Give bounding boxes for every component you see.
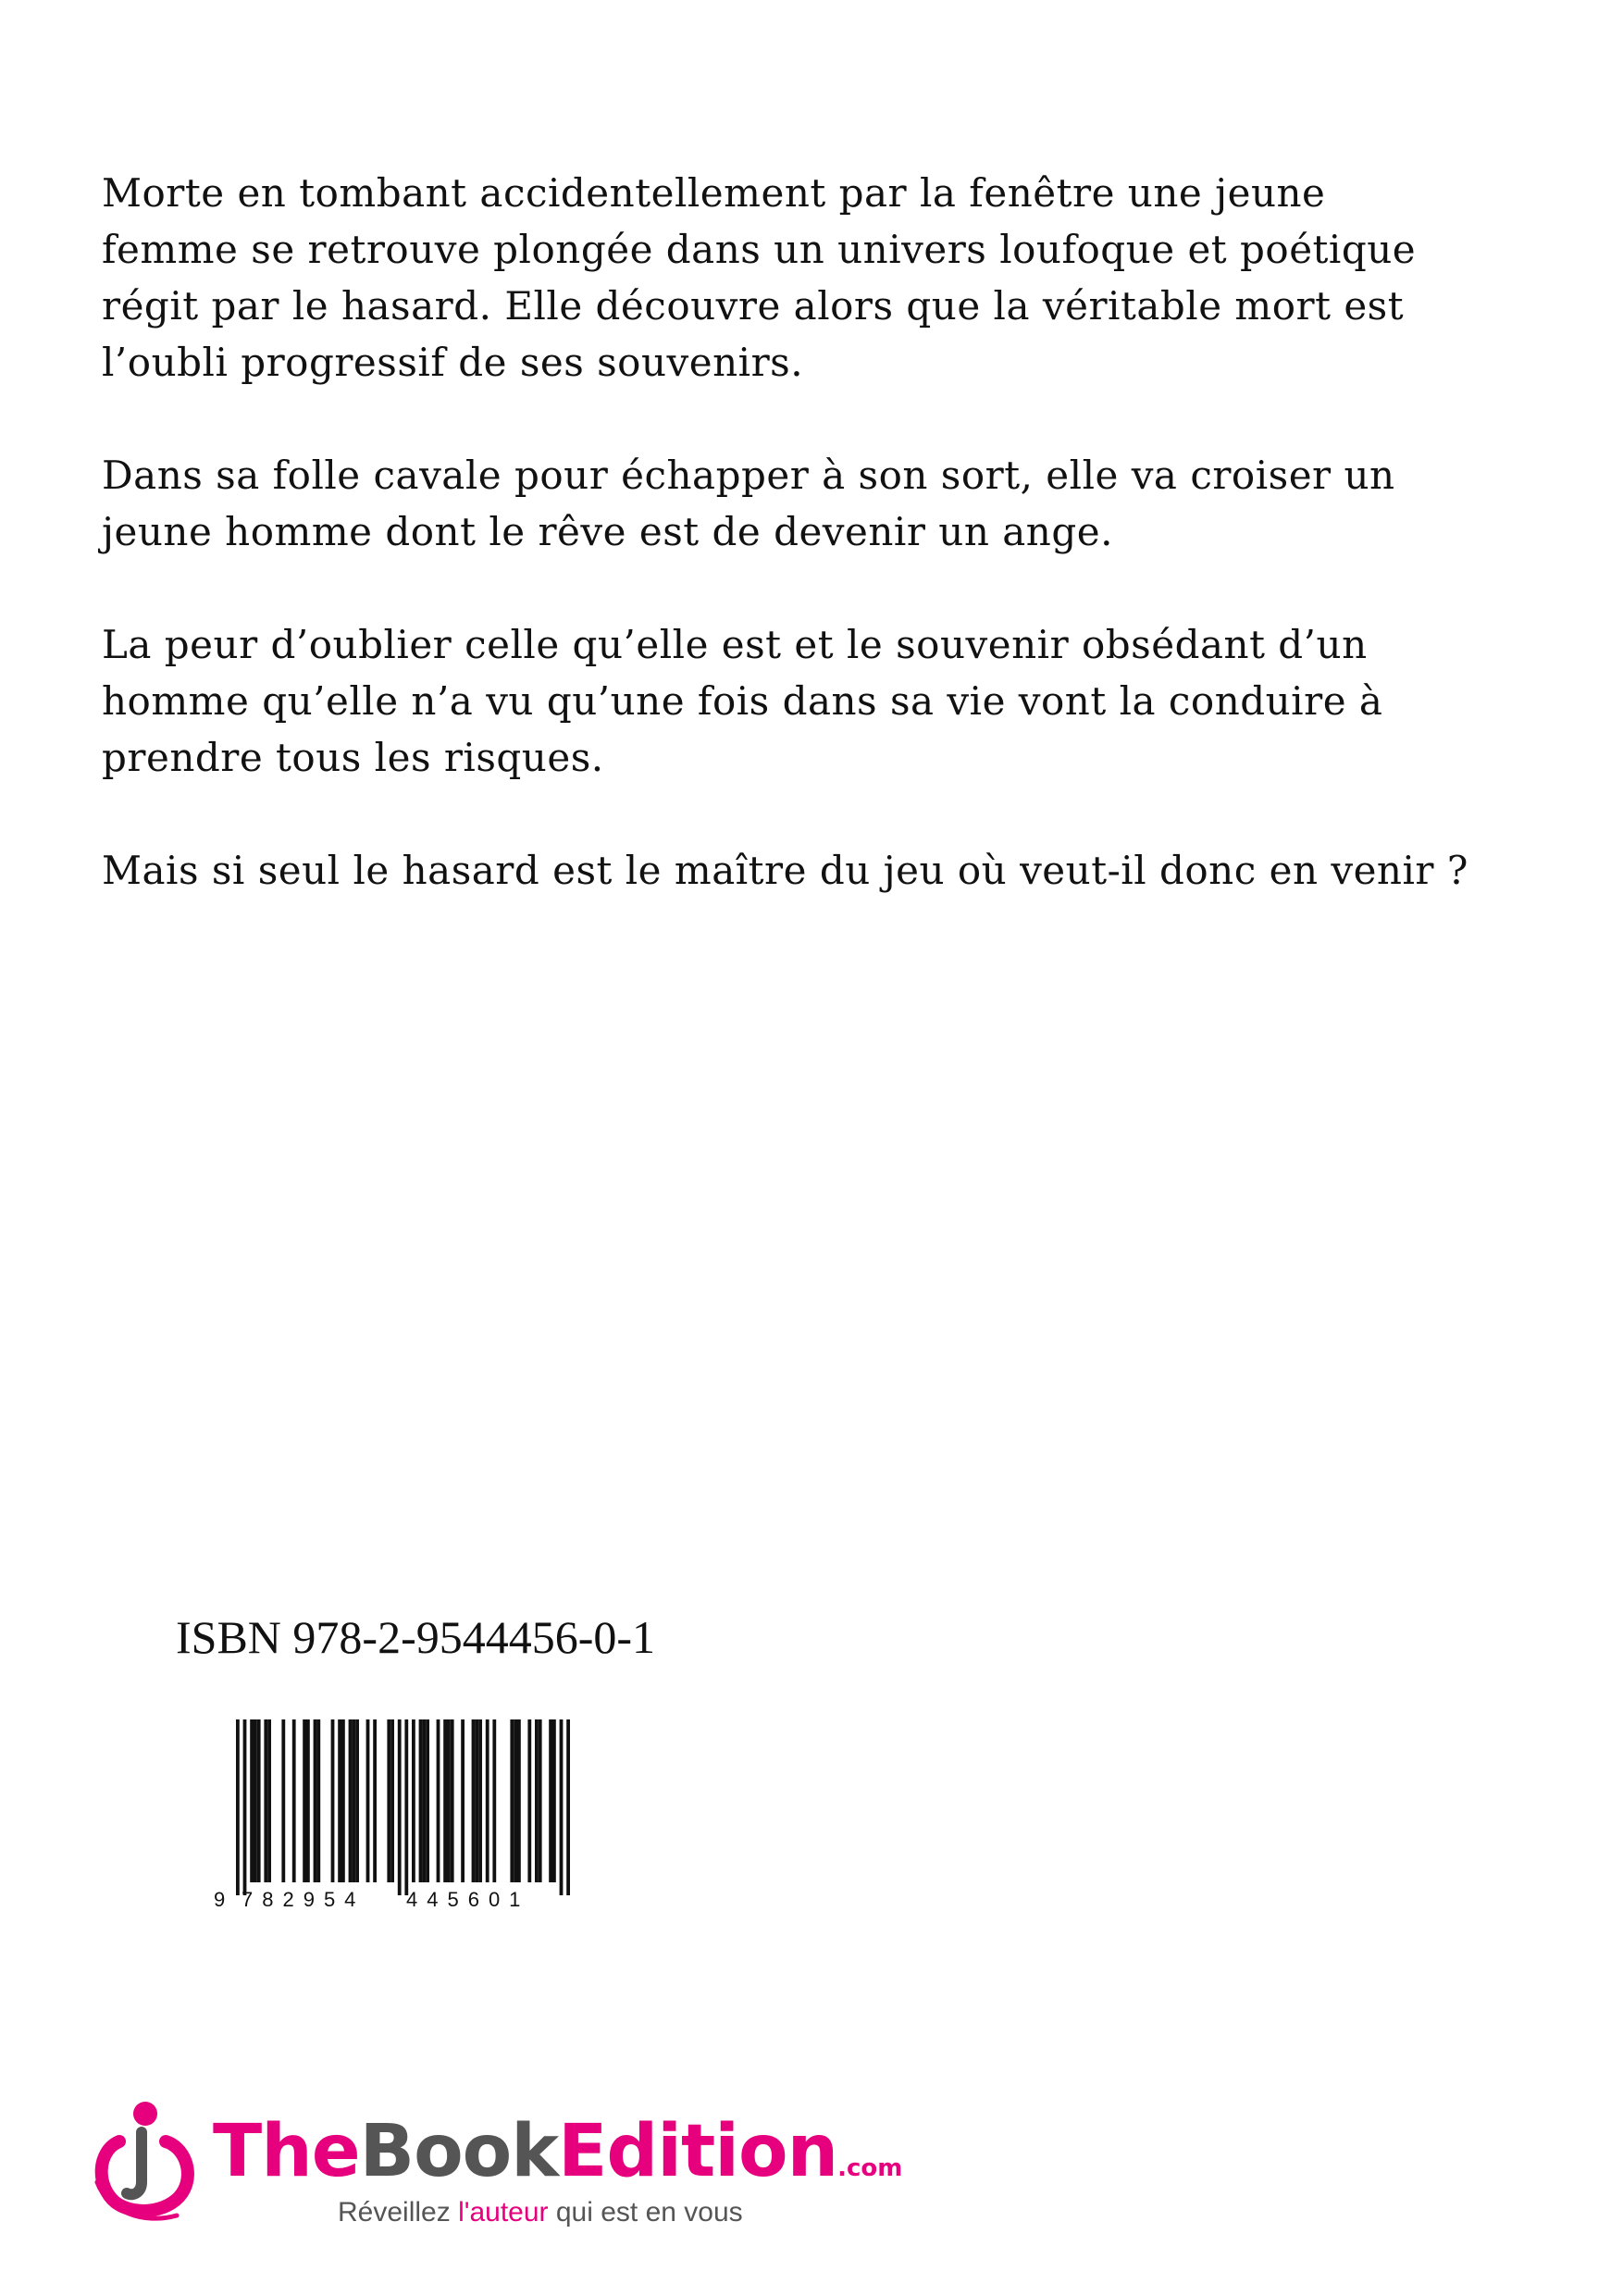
barcode-bar bbox=[349, 1719, 353, 1882]
barcode-bar bbox=[443, 1719, 447, 1882]
barcode-digit-first: 9 bbox=[214, 1888, 226, 1911]
barcode-bar bbox=[419, 1719, 423, 1882]
thebookedition-logo bbox=[88, 2093, 903, 2251]
blurb-paragraph-1: Morte en tombant accidentellement par la fenêtre une jeune femme se retrouve plongée dans un univers loufoque et poétique régit par le hasard. Elle découvre alors que la véritable mort est l’oubli progressif de ses souvenirs. bbox=[102, 170, 1417, 385]
blurb-paragraph-3: La peur d’oublier celle qu’elle est et le souvenir obsédant d’un homme qu’elle n’a vu qu’une fois dans sa vie vont la conduire à prendre tous les risques. bbox=[102, 622, 1383, 780]
isbn-barcode bbox=[208, 1719, 597, 1914]
barcode-bar bbox=[267, 1719, 271, 1882]
person-swirl-logo-icon bbox=[88, 2093, 217, 2232]
barcode-bar bbox=[404, 1719, 408, 1895]
barcode-bar bbox=[306, 1719, 310, 1882]
barcode-bar bbox=[338, 1719, 341, 1882]
barcode-bar bbox=[303, 1719, 306, 1882]
barcode-bar bbox=[461, 1719, 465, 1882]
barcode-bar bbox=[355, 1719, 359, 1882]
blurb-paragraph-2: Dans sa folle cavale pour échapper à son sort, elle va croiser un jeune homme dont le rêve est de devenir un ange. bbox=[102, 453, 1395, 554]
logo-tagline bbox=[338, 2197, 743, 2228]
barcode-bar bbox=[264, 1719, 267, 1882]
barcode-bar bbox=[426, 1719, 429, 1882]
barcode-bar bbox=[437, 1719, 440, 1882]
barcode-bar bbox=[257, 1719, 261, 1882]
barcode-bar bbox=[478, 1719, 482, 1882]
tagline-accent: l'auteur bbox=[458, 2197, 549, 2228]
blurb-paragraph-4: Mais si seul le hasard est le maître du jeu où veut-il donc en venir ? bbox=[102, 848, 1468, 893]
barcode-bar bbox=[390, 1719, 394, 1882]
barcode-bar bbox=[387, 1719, 390, 1882]
barcode-bar bbox=[560, 1719, 564, 1895]
barcode-bar bbox=[566, 1719, 570, 1895]
back-cover-blurb bbox=[102, 165, 1471, 955]
logo-edition: Edition bbox=[558, 2110, 838, 2193]
barcode-bar bbox=[527, 1719, 531, 1882]
barcode-bar bbox=[314, 1719, 317, 1882]
barcode-bar bbox=[535, 1719, 539, 1882]
barcode-bar bbox=[331, 1719, 335, 1882]
barcode-bar bbox=[510, 1719, 514, 1882]
barcode-bar bbox=[475, 1719, 478, 1882]
barcode-bar bbox=[549, 1719, 552, 1882]
barcode-bar bbox=[243, 1719, 247, 1895]
barcode-bar bbox=[292, 1719, 296, 1882]
logo-wordmark bbox=[213, 2110, 902, 2193]
barcode-bar bbox=[492, 1719, 496, 1882]
barcode-bar bbox=[281, 1719, 285, 1882]
barcode-digits-left: 782954 bbox=[242, 1888, 365, 1911]
barcode-bar bbox=[236, 1719, 240, 1895]
barcode-bar bbox=[451, 1719, 454, 1882]
barcode-bar bbox=[373, 1719, 377, 1882]
barcode-bars bbox=[236, 1719, 570, 1895]
logo-the: The bbox=[213, 2110, 360, 2193]
barcode-bar bbox=[254, 1719, 257, 1882]
barcode-bar bbox=[517, 1719, 521, 1882]
barcode-bar bbox=[250, 1719, 254, 1882]
barcode-bar bbox=[398, 1719, 402, 1895]
barcode-bar bbox=[486, 1719, 489, 1882]
barcode-bar bbox=[472, 1719, 476, 1882]
barcode-digits-right: 445601 bbox=[406, 1888, 530, 1911]
logo-book: Book bbox=[359, 2110, 559, 2193]
barcode-bar bbox=[552, 1719, 556, 1882]
barcode-bar bbox=[352, 1719, 355, 1882]
barcode-bar bbox=[447, 1719, 451, 1882]
barcode-bar bbox=[539, 1719, 542, 1882]
barcode-bar bbox=[366, 1719, 370, 1882]
barcode-bar bbox=[514, 1719, 517, 1882]
isbn-label: ISBN 978-2-9544456-0-1 bbox=[176, 1611, 656, 1663]
tagline-before: Réveillez bbox=[338, 2197, 459, 2228]
barcode-bar bbox=[341, 1719, 345, 1882]
barcode-bar bbox=[412, 1719, 415, 1882]
barcode-bar bbox=[422, 1719, 426, 1882]
tagline-after: qui est en vous bbox=[548, 2197, 743, 2228]
logo-com: .com bbox=[837, 2154, 903, 2182]
barcode-bar bbox=[316, 1719, 320, 1882]
